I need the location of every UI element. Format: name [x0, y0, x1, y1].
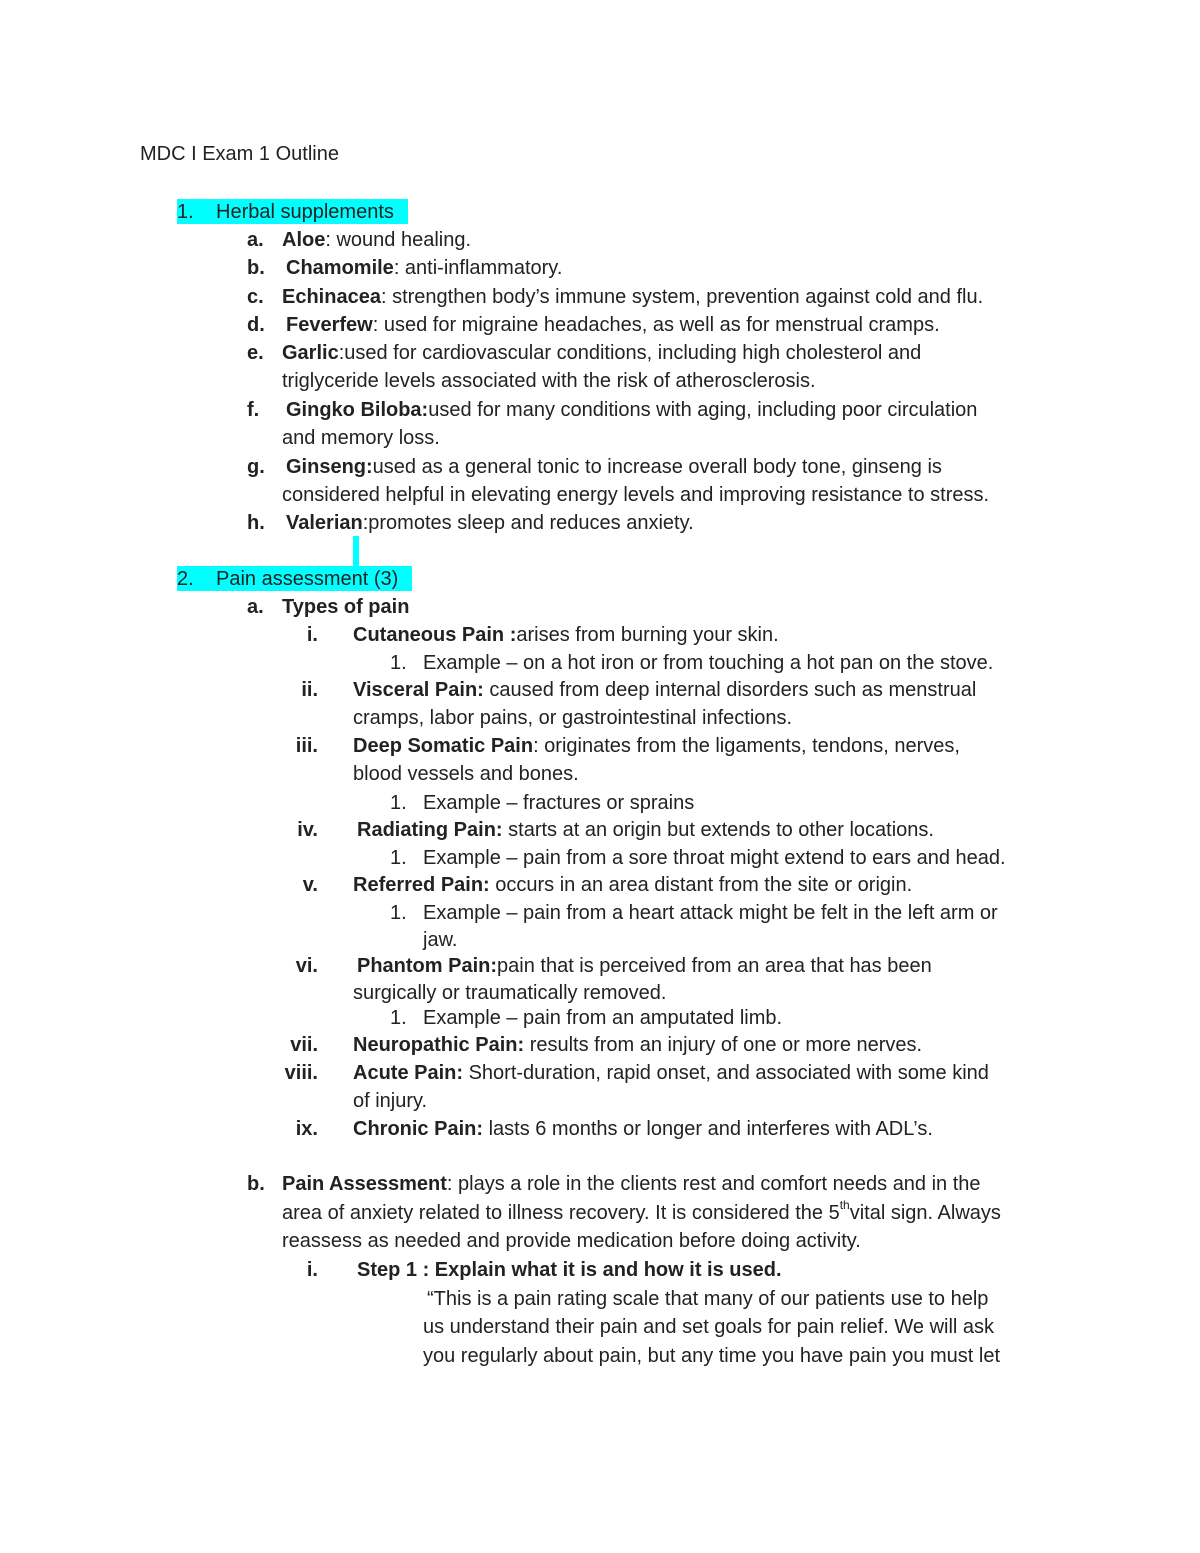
list-item: [286, 510, 694, 536]
term: Pain Assessment: [282, 1173, 447, 1195]
term: Chronic Pain:: [353, 1118, 484, 1140]
paragraph-text: area of anxiety related to illness recovery. It is considered the 5: [282, 1202, 840, 1224]
list-item: [353, 1032, 922, 1058]
definition: used as a general tonic to increase overall body tone, ginseng is: [372, 456, 942, 478]
term: Neuropathic Pain:: [353, 1034, 525, 1056]
list-item: [357, 817, 934, 843]
superscript: th: [839, 1198, 850, 1212]
definition: : strengthen body’s immune system, prevention against cold and flu.: [380, 286, 984, 308]
example-number: 1.: [390, 792, 407, 814]
list-item: [286, 397, 977, 423]
paragraph-line: [282, 1171, 981, 1197]
definition: occurs in an area distant from the site or origin.: [489, 874, 913, 896]
paragraph-line: reassess as needed and provide medication before doing activity.: [282, 1230, 861, 1252]
list-item-continuation: of injury.: [353, 1090, 428, 1112]
quote-line: you regularly about pain, but any time you have pain you must let: [423, 1345, 1001, 1367]
list-item-continuation: considered helpful in elevating energy levels and improving resistance to stress.: [282, 484, 990, 506]
term: Phantom Pain:: [357, 955, 498, 977]
list-item: [286, 454, 942, 480]
roman-label: i.: [306, 1259, 318, 1281]
section-heading: Pain assessment (3): [216, 568, 399, 590]
definition: : used for migraine headaches, as well as for menstrual cramps.: [372, 314, 940, 336]
list-item-continuation: surgically or traumatically removed.: [353, 982, 667, 1004]
term: Visceral Pain:: [353, 679, 484, 701]
list-item: [282, 284, 983, 310]
term: Echinacea: [282, 286, 381, 308]
list-item: [353, 872, 912, 898]
subsection-title: Types of pain: [282, 596, 410, 618]
example-text: Example – on a hot iron or from touching a hot pan on the stove.: [423, 652, 994, 674]
paragraph-text: vital sign. Always: [849, 1202, 1001, 1224]
list-label: c.: [247, 286, 264, 308]
term: Valerian: [286, 512, 363, 534]
term: Cutaneous Pain :: [353, 624, 517, 646]
list-item: [353, 1060, 989, 1086]
list-label: b.: [247, 1173, 265, 1195]
definition: :promotes sleep and reduces anxiety.: [362, 512, 694, 534]
example-continuation: jaw.: [423, 929, 458, 951]
list-label: a.: [247, 596, 264, 618]
section-number: 1.: [177, 201, 194, 223]
definition: : plays a role in the clients rest and comfort needs and in the: [446, 1173, 981, 1195]
list-item: [353, 677, 976, 703]
quote-line: us understand their pain and set goals for pain relief. We will ask: [423, 1316, 995, 1338]
roman-label: vii.: [290, 1034, 318, 1056]
list-item: [282, 227, 471, 253]
term: Ginseng:: [286, 456, 373, 478]
roman-label: i.: [306, 624, 318, 646]
definition: used for many conditions with aging, including poor circulation: [428, 399, 978, 421]
list-item: [286, 312, 940, 338]
list-item-continuation: cramps, labor pains, or gastrointestinal infections.: [353, 707, 793, 729]
list-label: g.: [247, 456, 265, 478]
example-number: 1.: [390, 1007, 407, 1029]
roman-label: v.: [302, 874, 318, 896]
example-number: 1.: [390, 902, 407, 924]
roman-label: iv.: [297, 819, 318, 841]
definition: : wound healing.: [325, 229, 472, 251]
example-number: 1.: [390, 847, 407, 869]
section-number: 2.: [177, 568, 194, 590]
list-label: b.: [247, 257, 265, 279]
definition: caused from deep internal disorders such as menstrual: [483, 679, 977, 701]
definition: arises from burning your skin.: [516, 624, 779, 646]
example-number: 1.: [390, 652, 407, 674]
term: Deep Somatic Pain: [353, 735, 534, 757]
definition: pain that is perceived from an area that has been: [497, 955, 932, 977]
step-title: Step 1 : Explain what it is and how it is used.: [357, 1259, 782, 1281]
term: Chamomile: [286, 257, 394, 279]
definition: : anti-inflammatory.: [393, 257, 563, 279]
term: Garlic: [282, 342, 339, 364]
list-label: h.: [247, 512, 265, 534]
definition: Short-duration, rapid onset, and associated with some kind: [463, 1062, 989, 1084]
definition: starts at an origin but extends to other locations.: [502, 819, 934, 841]
definition: results from an injury of one or more nerves.: [524, 1034, 923, 1056]
example-text: Example – fractures or sprains: [423, 792, 695, 814]
term: Radiating Pain:: [357, 819, 503, 841]
term: Feverfew: [286, 314, 373, 336]
roman-label: iii.: [295, 735, 318, 757]
example-text: Example – pain from an amputated limb.: [423, 1007, 783, 1029]
list-item-continuation: triglyceride levels associated with the risk of atherosclerosis.: [282, 370, 816, 392]
example-text: Example – pain from a heart attack might be felt in the left arm or: [423, 902, 998, 924]
list-item-continuation: blood vessels and bones.: [353, 763, 579, 785]
term: Referred Pain:: [353, 874, 490, 896]
list-label: a.: [247, 229, 264, 251]
list-item: [353, 733, 960, 759]
list-item: [286, 255, 562, 281]
roman-label: viii.: [284, 1062, 318, 1084]
term: Aloe: [282, 229, 326, 251]
term: Gingko Biloba:: [286, 399, 429, 421]
list-item: [282, 340, 921, 366]
definition: :used for cardiovascular conditions, including high cholesterol and: [338, 342, 922, 364]
text-cursor-highlight: [353, 536, 359, 566]
definition: lasts 6 months or longer and interferes with ADL’s.: [483, 1118, 933, 1140]
list-label: f.: [247, 399, 260, 421]
section-heading: Herbal supplements: [216, 201, 394, 223]
list-item: [357, 953, 932, 979]
document-title: MDC I Exam 1 Outline: [140, 143, 339, 165]
term: Acute Pain:: [353, 1062, 464, 1084]
roman-label: ii.: [301, 679, 318, 701]
roman-label: ix.: [295, 1118, 318, 1140]
paragraph-line: [282, 1200, 1001, 1226]
list-item-continuation: and memory loss.: [282, 427, 440, 449]
roman-label: vi.: [295, 955, 318, 977]
list-item: [353, 1116, 933, 1142]
definition: : originates from the ligaments, tendons, nerves,: [533, 735, 960, 757]
list-label: e.: [247, 342, 264, 364]
example-text: Example – pain from a sore throat might extend to ears and head.: [423, 847, 1006, 869]
list-item: [353, 622, 779, 648]
quote-line: “This is a pain rating scale that many of our patients use to help: [427, 1288, 989, 1310]
list-label: d.: [247, 314, 265, 336]
